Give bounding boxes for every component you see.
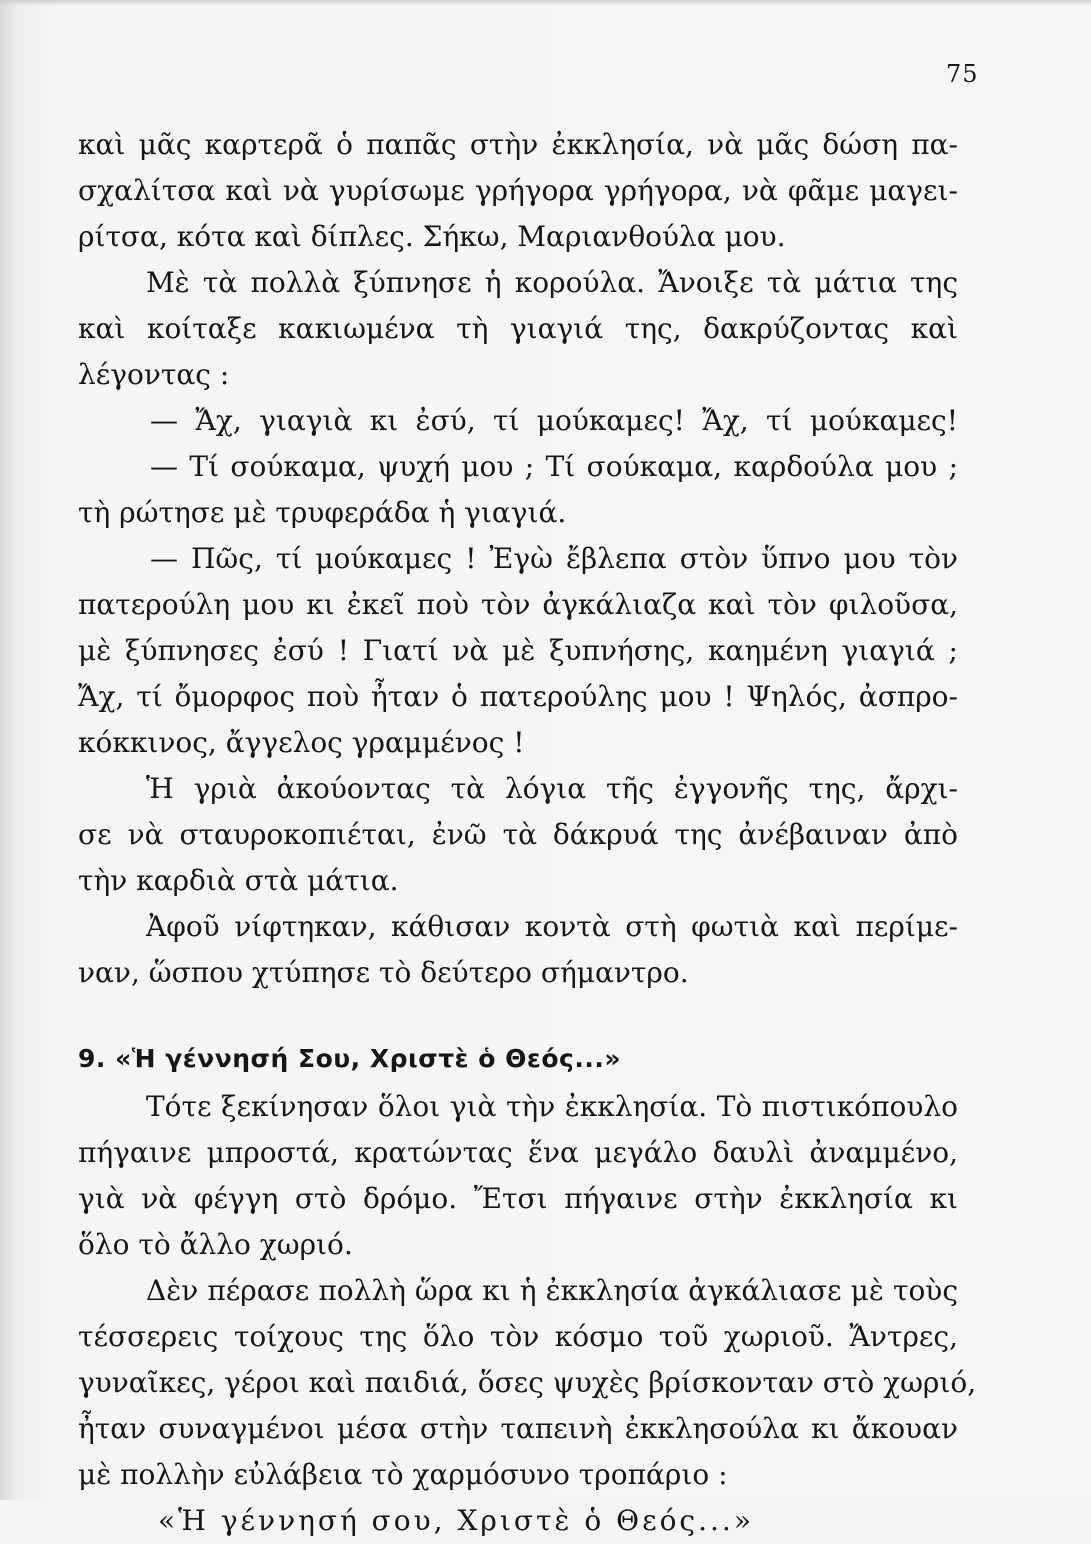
text-line: γιὰ νὰ φέγγη στὸ δρόμο. Ἔτσι πήγαινε στὴν ἐκκλησία κι <box>78 1182 958 1215</box>
text-line: ρίτσα, κότα καὶ δίπλες. Σήκω, Μαριανθούλα μου. <box>78 220 786 253</box>
text-line: μὲ πολλὴν εὐλάβεια τὸ χαρμόσυνο τροπάριο : <box>78 1458 728 1491</box>
text-line: Δὲν πέρασε πολλὴ ὥρα κι ἡ ἐκκλησία ἀγκάλιασε μὲ τοὺς <box>146 1274 958 1307</box>
text-line: τὴν καρδιὰ στὰ μάτια. <box>78 864 399 897</box>
text-line: τὴ ρώτησε μὲ τρυφεράδα ἡ γιαγιά. <box>78 496 567 529</box>
text-line: Τότε ξεκίνησαν ὅλοι γιὰ τὴν ἐκκλησία. Τὸ πιστικόπουλο <box>146 1090 958 1123</box>
text-line: πατερούλη μου κι ἐκεῖ ποὺ τὸν ἀγκάλιαζα καὶ τὸν φιλοῦσα, <box>78 588 958 621</box>
text-line: καὶ μᾶς καρτερᾶ ὁ παπᾶς στὴν ἐκκλησία, νὰ μᾶς δώση πα- <box>78 128 958 161</box>
text-line: γυναῖκες, γέροι καὶ παιδιά, ὅσες ψυχὲς βρίσκονταν στὸ χωριό, <box>78 1366 977 1399</box>
text-line: σχαλίτσα καὶ νὰ γυρίσωμε γρήγορα γρήγορα, νὰ φᾶμε μαγει- <box>78 174 958 207</box>
text-line: λέγοντας : <box>78 358 230 391</box>
text-line: πήγαινε μπροστά, κρατώντας ἕνα μεγάλο δαυλὶ ἀναμμένο, <box>78 1136 958 1169</box>
text-line: ναν, ὥσπου χτύπησε τὸ δεύτερο σήμαντρο. <box>78 956 689 989</box>
dialogue-line: — Πῶς, τί μούκαμες ! Ἐγὼ ἔβλεπα στὸν ὕπνο μου τὸν <box>150 542 958 575</box>
text-line: ὅλο τὸ ἄλλο χωριό. <box>78 1228 353 1261</box>
text-line: Μὲ τὰ πολλὰ ξύπνησε ἡ κορούλα. Ἄνοιξε τὰ μάτια της <box>146 266 958 299</box>
section-heading: 9. «Ἡ γέννησή Σου, Χριστὲ ὁ Θεός...» <box>78 1044 621 1073</box>
text-line: Ἄχ, τί ὄμορφος ποὺ ἦταν ὁ πατερούλης μου ! Ψηλός, ἀσπρο- <box>78 680 958 713</box>
text-line: σε νὰ σταυροκοπιέται, ἐνῶ τὰ δάκρυά της ἀνέβαιναν ἀπὸ <box>78 818 958 851</box>
body-text <box>78 122 977 1544</box>
text-line: Ἡ γριὰ ἀκούοντας τὰ λόγια τῆς ἐγγονῆς της, ἄρχι- <box>146 772 958 805</box>
dialogue-line: — Ἄχ, γιαγιὰ κι ἐσύ, τί μούκαμες! Ἄχ, τί μούκαμες! <box>150 404 958 437</box>
text-line: μὲ ξύπνησες ἐσύ ! Γιατί νὰ μὲ ξυπνήσης, καημένη γιαγιά ; <box>78 634 958 667</box>
text-line: Ἀφοῦ νίφτηκαν, κάθισαν κοντὰ στὴ φωτιὰ καὶ περίμε- <box>146 910 958 943</box>
text-line: τέσσερεις τοίχους της ὅλο τὸν κόσμο τοῦ χωριοῦ. Ἄντρες, <box>78 1320 958 1353</box>
text-line: κόκκινος, ἄγγελος γραμμένος ! <box>78 726 525 759</box>
text-line: ἦταν συναγμένοι μέσα στὴν ταπεινὴ ἐκκλησούλα κι ἄκουαν <box>78 1412 958 1445</box>
page-number: 75 <box>946 60 979 88</box>
page-top-edge <box>0 0 1091 6</box>
hymn-quote: «Ἡ γέννησή σου, Χριστὲ ὁ Θεός...» <box>158 1504 754 1537</box>
dialogue-line: — Τί σούκαμα, ψυχή μου ; Τί σούκαμα, καρδούλα μου ; <box>150 450 958 483</box>
text-line: καὶ κοίταξε κακιωμένα τὴ γιαγιά της, δακρύζοντας καὶ <box>78 312 958 345</box>
